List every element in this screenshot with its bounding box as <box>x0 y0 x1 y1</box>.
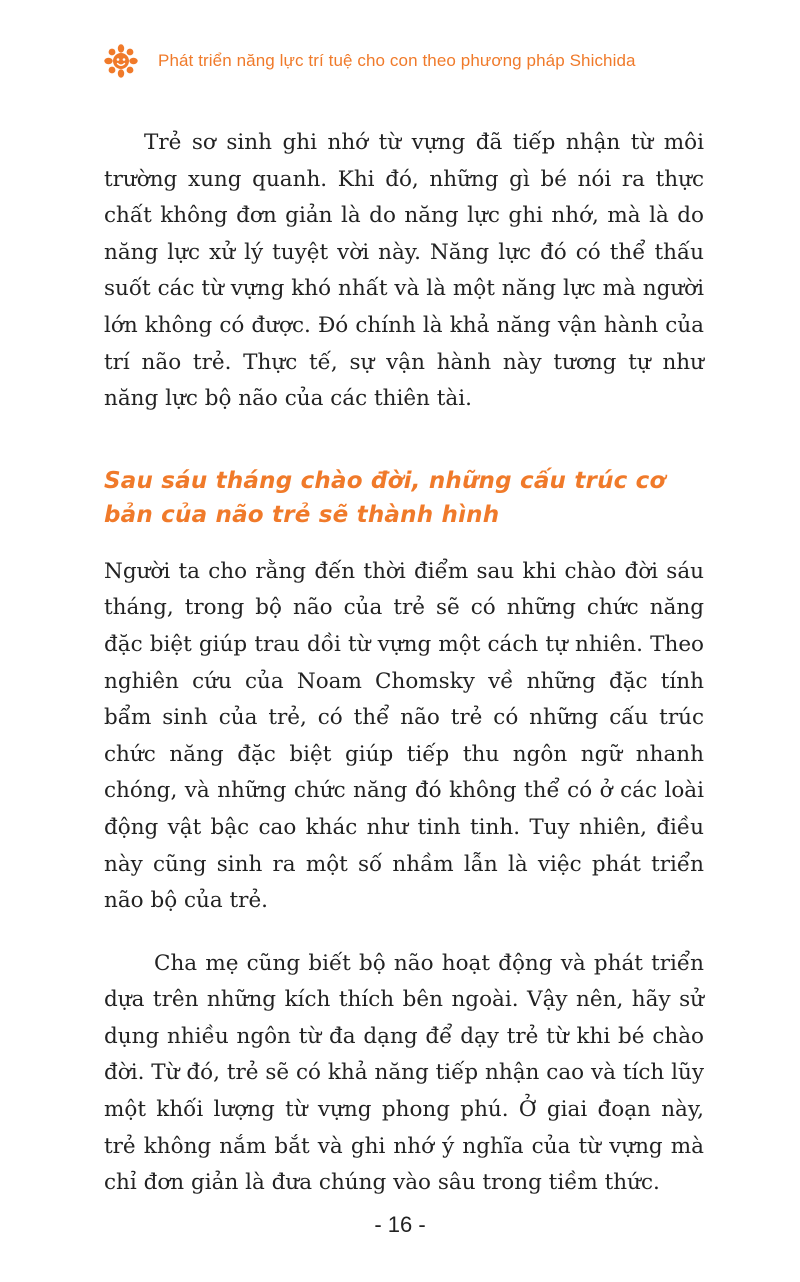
sun-flower-icon <box>104 44 138 78</box>
section-heading: Sau sáu tháng chào đời, những cấu trúc cơ bản của não trẻ sẽ thành hình <box>104 467 666 528</box>
page-number: - 16 - <box>374 1212 426 1237</box>
page-body <box>104 125 704 1202</box>
body-paragraph-3: Cha mẹ cũng biết bộ não hoạt động và phát triển dựa trên những kích thích bên ngoài. Vậy nên, hãy sử dụng nhiều ngôn từ đa dạng để dạy trẻ từ khi bé chào đời. Từ đó, trẻ sẽ có khả năng tiếp nhận cao và tích lũy một khối lượng từ vựng phong phú. Ở giai đoạn này, trẻ không nắm bắt và ghi nhớ ý nghĩa của từ vựng mà chỉ đơn giản là đưa chúng vào sâu trong tiềm thức. <box>104 950 704 1196</box>
body-paragraph-2: Người ta cho rằng đến thời điểm sau khi chào đời sáu tháng, trong bộ não của trẻ sẽ có những chức năng đặc biệt giúp trau dồi từ vựng một cách tự nhiên. Theo nghiên cứu của Noam Chomsky về những đặc tính bẩm sinh của trẻ, có thể não trẻ có những cấu trúc chức năng đặc biệt giúp tiếp thu ngôn ngữ nhanh chóng, và những chức năng đó không thể có ở các loài động vật bậc cao khác như tinh tinh. Tuy nhiên, điều này cũng sinh ra một số nhầm lẫn là việc phát triển não bộ của trẻ. <box>104 558 704 914</box>
running-header <box>104 44 636 78</box>
body-paragraph-1: Trẻ sơ sinh ghi nhớ từ vựng đã tiếp nhận từ môi trường xung quanh. Khi đó, những gì bé nói ra thực chất không đơn giản là do năng lực ghi nhớ, mà là do năng lực xử lý tuyệt vời này. Năng lực đó có thể thấu suốt các từ vựng khó nhất và là một năng lực mà người lớn không có được. Đó chính là khả năng vận hành của trí não trẻ. Thực tế, sự vận hành này tương tự như năng lực bộ não của các thiên tài. <box>104 130 704 412</box>
running-title: Phát triển năng lực trí tuệ cho con theo phương pháp Shichida <box>158 51 636 70</box>
paragraph-spacer <box>104 920 704 946</box>
